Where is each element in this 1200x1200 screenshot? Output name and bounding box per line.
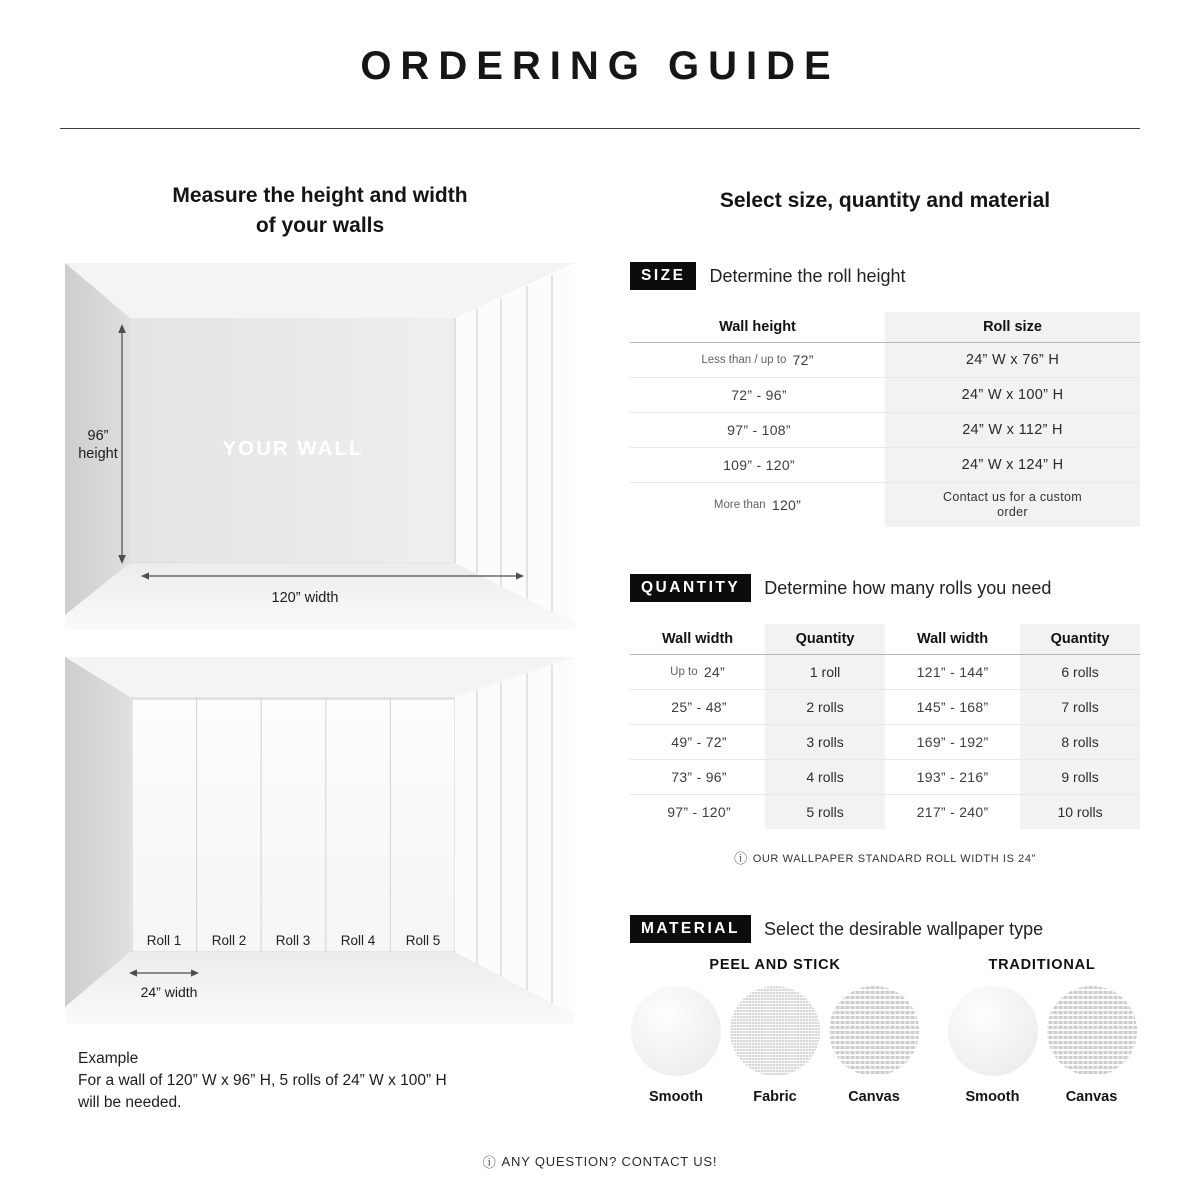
quantity-cell: 4 rolls: [765, 760, 885, 794]
wall-width-cell: 49” - 72”: [671, 734, 727, 750]
roll-label-1: Roll 1: [146, 933, 182, 948]
example-block: [78, 1048, 447, 1114]
roll-width-label: 24” width: [140, 984, 198, 1000]
smooth-texture-swatch: [948, 986, 1038, 1076]
example-line2: will be needed.: [78, 1094, 182, 1111]
page-title: ORDERING GUIDE: [360, 44, 840, 88]
peel-and-stick-group: [628, 957, 922, 1105]
size-table-row: [630, 448, 1140, 483]
quantity-column-header: Quantity: [765, 624, 885, 654]
wall-width-cell: 97” - 120”: [667, 804, 731, 820]
wall-width-cell: 217” - 240”: [916, 804, 989, 820]
canvas-texture-swatch: [1047, 986, 1137, 1076]
size-table-row: [630, 413, 1140, 448]
quantity-cell: 3 rolls: [765, 725, 885, 759]
window: [455, 265, 575, 623]
material-section-head: [630, 915, 1043, 943]
room-illustration-rolls: [65, 657, 575, 1025]
wall-width-cell: 193” - 216”: [916, 769, 989, 785]
wall-width-cell: 121” - 144”: [916, 664, 989, 680]
peel-and-stick-title: PEEL AND STICK: [709, 957, 841, 973]
wall-width-column-header: Wall width: [661, 631, 734, 647]
quantity-table-row: [630, 655, 1140, 690]
canvas-texture-swatch: [829, 986, 919, 1076]
standard-roll-width-text: OUR WALLPAPER STANDARD ROLL WIDTH IS 24”: [752, 853, 1036, 865]
quantity-table-row: [630, 760, 1140, 795]
fabric-texture-swatch: [730, 986, 820, 1076]
traditional-title: TRADITIONAL: [988, 957, 1096, 973]
wall-height-column-header: Wall height: [719, 319, 796, 335]
roll-size-column-header: Roll size: [885, 312, 1140, 342]
title-divider: [60, 128, 1140, 129]
roll-label-3: Roll 3: [275, 933, 311, 948]
quantity-table-row: [630, 690, 1140, 725]
traditional-swatches: [942, 986, 1142, 1105]
quantity-cell: 1 roll: [765, 655, 885, 689]
roll-size-cell: 24” W x 124” H: [885, 448, 1140, 482]
left-wall: [65, 657, 130, 1007]
quantity-table-row: [630, 795, 1140, 829]
example-title: Example: [78, 1050, 139, 1067]
room-illustration-your-wall: [65, 263, 575, 630]
info-icon: ⓘ: [482, 1155, 497, 1170]
wall-width-cell: 145” - 168”: [916, 699, 989, 715]
measure-heading-line1: Measure the height and width: [172, 184, 468, 207]
material-description: Select the desirable wallpaper type: [763, 918, 1044, 939]
quantity-section-head: [630, 574, 1051, 602]
wall-height-cell: 72” - 96”: [731, 387, 787, 403]
window: [455, 657, 575, 1015]
roll-size-cell: 24” W x 100” H: [885, 378, 1140, 412]
swatch-canvas: Canvas: [827, 986, 921, 1105]
contact-footer: [0, 1152, 1200, 1171]
size-section-head: [630, 262, 906, 290]
quantity-cell: 10 rolls: [1020, 795, 1140, 829]
wall-width-cell: 25” - 48”: [671, 699, 727, 715]
select-heading: Select size, quantity and material: [719, 189, 1051, 212]
size-table: [630, 312, 1140, 527]
quantity-description: Determine how many rolls you need: [764, 577, 1052, 598]
width-measurement-label: 120” width: [271, 590, 339, 606]
quantity-cell: 7 rolls: [1020, 690, 1140, 724]
quantity-cell: 9 rolls: [1020, 760, 1140, 794]
size-table-row-custom-order: [630, 483, 1140, 527]
measure-heading: [65, 181, 575, 241]
info-icon: ⓘ: [734, 851, 748, 866]
standard-roll-width-note: [630, 848, 1140, 867]
roll-size-cell: 24” W x 112” H: [885, 413, 1140, 447]
quantity-cell: 8 rolls: [1020, 725, 1140, 759]
quantity-cell: 5 rolls: [765, 795, 885, 829]
size-badge: SIZE: [630, 262, 696, 290]
height-measurement-word: height: [78, 446, 118, 462]
roll-label-5: Roll 5: [405, 933, 441, 948]
size-description: Determine the roll height: [709, 265, 906, 286]
quantity-cell: 6 rolls: [1020, 655, 1140, 689]
quantity-table-row: [630, 725, 1140, 760]
quantity-table: [630, 624, 1140, 829]
quantity-table-header: [630, 624, 1140, 655]
roll-size-cell: 24” W x 76” H: [885, 343, 1140, 377]
wall-height-cell: 109” - 120”: [723, 457, 795, 473]
peel-and-stick-swatches: [628, 986, 922, 1105]
swatch-canvas: Canvas: [1045, 986, 1139, 1105]
wall-width-column-header: Wall width: [916, 631, 989, 647]
quantity-badge: QUANTITY: [630, 574, 751, 602]
quantity-column-header: Quantity: [1020, 624, 1140, 654]
size-table-header: [630, 312, 1140, 343]
roll-panels: [132, 699, 455, 952]
measure-heading-line2: of your walls: [255, 214, 385, 237]
swatch-fabric: Fabric: [728, 986, 822, 1105]
height-measurement-value: 96”: [87, 428, 109, 444]
wall-width-cell: Up to 24”: [670, 664, 725, 680]
wall-height-cell: 97” - 108”: [727, 422, 791, 438]
quantity-cell: 2 rolls: [765, 690, 885, 724]
wall-height-cell: Less than / up to 72”: [701, 352, 814, 368]
swatch-smooth: Smooth: [946, 986, 1040, 1105]
your-wall-label: YOUR WALL: [222, 437, 364, 460]
swatch-smooth: Smooth: [629, 986, 723, 1105]
wall-width-cell: 169” - 192”: [916, 734, 989, 750]
wall-height-cell: More than 120”: [713, 497, 802, 513]
contact-footer-text: ANY QUESTION? CONTACT US!: [501, 1154, 718, 1169]
traditional-group: [942, 957, 1142, 1105]
roll-label-4: Roll 4: [340, 933, 376, 948]
smooth-texture-swatch: [631, 986, 721, 1076]
size-table-row: [630, 378, 1140, 413]
wall-width-cell: 73” - 96”: [671, 769, 727, 785]
roll-label-2: Roll 2: [211, 933, 247, 948]
material-badge: MATERIAL: [630, 915, 751, 943]
example-line1: For a wall of 120” W x 96” H, 5 rolls of 24” W x 100” H: [78, 1072, 447, 1089]
roll-size-cell: Contact us for a custom order: [885, 483, 1140, 527]
size-table-row: [630, 343, 1140, 378]
